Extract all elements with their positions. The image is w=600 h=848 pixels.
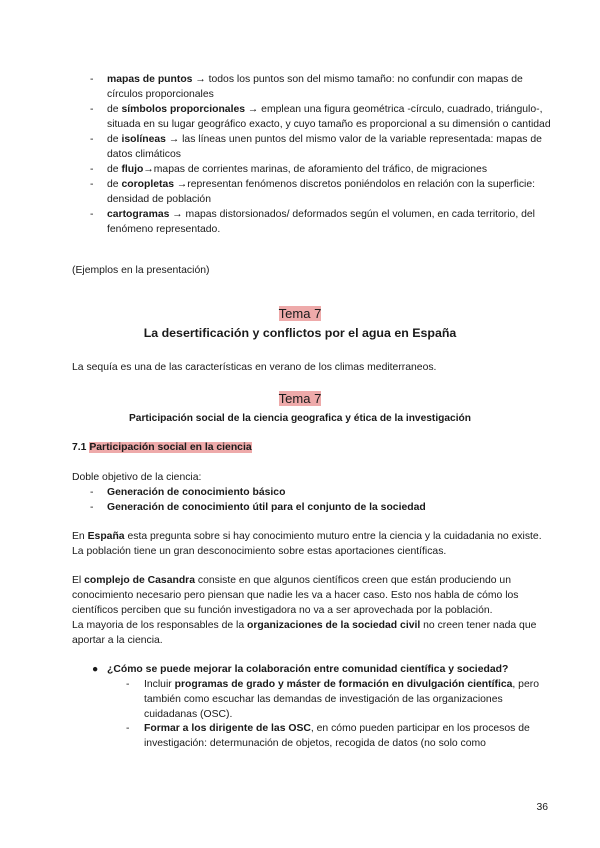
list-item: - de coropletas →representan fenómenos discretos poniéndolos en relación con la superficie: densidad de población bbox=[90, 177, 560, 207]
list-item: - de símbolos proporcionales → emplean una figura geométrica -círculo, cuadrado, triángulo-, situada en su lugar geográfico exacto, y cuyo tamaño es proporcional a su dimensión o cantidad bbox=[90, 102, 560, 132]
tema-heading: Tema 7 bbox=[278, 306, 322, 321]
question-item bbox=[92, 662, 562, 677]
section2-tema bbox=[0, 391, 600, 408]
list-item: - de flujo→mapas de corrientes marinas, de aforamiento del tráfico, de migraciones bbox=[90, 162, 560, 177]
objectives-intro: Doble objetivo de la ciencia: bbox=[72, 472, 202, 483]
subsection-number: 7.1 bbox=[72, 442, 90, 453]
section1-body: La sequía es una de las características en verano de los climas mediterraneos. bbox=[72, 362, 437, 373]
list-item: - de isolíneas → las líneas unen puntos del mismo valor de la variable representada: mapas de datos climáticos bbox=[90, 132, 560, 162]
list-item: - Generación de conocimiento básico bbox=[90, 485, 560, 500]
answer-item: - Formar a los dirigente de las OSC, en cómo pueden participar en los procesos de investigación: determunación de objetos, recogida de datos (no solo como bbox=[126, 723, 530, 749]
bullet-dot: ● bbox=[92, 664, 99, 675]
section1-title: La desertificación y conflictos por el agua en España bbox=[143, 326, 457, 340]
list-item: - Generación de conocimiento útil para el conjunto de la sociedad bbox=[90, 500, 560, 515]
paragraph-spain: En España esta pregunta sobre si hay conocimiento muturo entre la ciencia y la cuidadania no existe. La población tiene un gran desconocimiento sobre estas aportaciones científicas. bbox=[72, 531, 542, 557]
subsection-title: Participación social en la ciencia bbox=[89, 442, 252, 453]
page-number: 36 bbox=[536, 802, 548, 813]
examples-note: (Ejemplos en la presentación) bbox=[72, 265, 210, 276]
paragraph-casandra: El complejo de Casandra consiste en que algunos científicos creen que están produciendo un conocimiento necesario pero piensan que nadie les va a hacer caso. Esto nos habla de cómo los científicos perciben que su función investigadora no va a ser aprovechada por la población. bbox=[72, 575, 519, 616]
subsection-heading bbox=[72, 440, 552, 455]
paragraph-osc: La mayoria de los responsables de la organizaciones de la sociedad civil no creen tener nada que aportar a la ciencia. bbox=[72, 620, 537, 646]
objectives-list bbox=[90, 485, 560, 515]
list-item: - mapas de puntos → todos los puntos son del mismo tamaño: no confundir con mapas de círculos proporcionales bbox=[90, 72, 560, 102]
map-types-list bbox=[90, 72, 560, 237]
answer-item: - Incluir programas de grado y máster de formación en divulgación científica, pero también como escuchar las demandas de investigación de las organizaciones cuidadanas (OSC). bbox=[126, 679, 539, 720]
section1-tema bbox=[0, 306, 600, 323]
list-item: - cartogramas → mapas distorsionados/ deformados según el volumen, en cada territorio, del fenómeno representado. bbox=[90, 207, 560, 237]
question-text: ¿Cómo se puede mejorar la colaboración entre comunidad científica y sociedad? bbox=[107, 664, 509, 675]
tema-heading: Tema 7 bbox=[278, 391, 322, 406]
section2-title: Participación social de la ciencia geografica y ética de la investigación bbox=[129, 413, 471, 424]
